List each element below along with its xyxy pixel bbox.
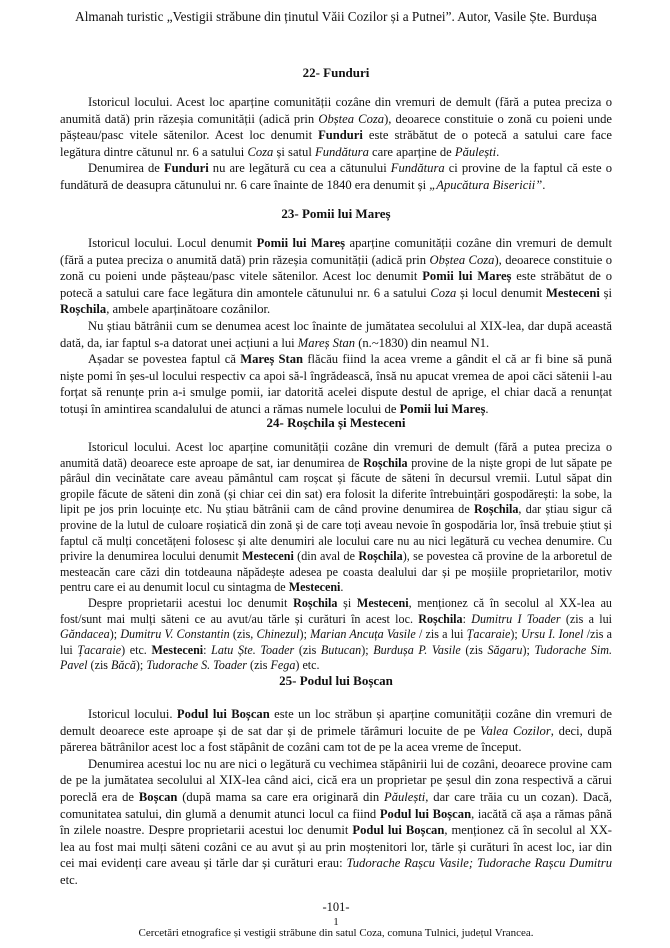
- paragraph: Istoricul locului. Locul denumit Pomii lui Mareș aparține comunității cozâne din vremuri de demult (fără a putea preciza o anumită dată) prin răzeșia comunității (adică prin Obștea Coza), deoarece constituie o zonă cu poieni unde pășteau/pasc vitele sătenilor. Acest loc denumit Pomii lui Mareș este străbătut de o potecă a satului care face legătura din amontele cătunului nr. 6 a satului Coza și locul denumit Mesteceni și Roșchila, ambele aparținătoare cozânilor.: [60, 236, 612, 317]
- paragraph: Denumirea acestui loc nu are nici o legătură cu vechimea stăpânirii lui de cozâni, deoarece provine cam de pe la jumătatea secolului al XIX-lea când aici, cică era un proprietar pe șesul din zona respectivă a cărui poreclă era de Boșcan (după mama sa care era originară din Păulești, dar care trăia cu un cozan). Dacă, comunitatea satului, din glumă a denumit atunci locul ca fiind Podul lui Boșcan, iacătă că așa a rămas până în zilele noastre. Despre proprietarii acestui loc denumit Podul lui Boșcan, menționez că în secolul al XX-lea au fost mai mulți săteni cozâni ce au avut și au prin moștenitori lor, tărle și curături în acest loc, iar din cei mai evidenți care aveau și tărle dar și curături erau: Tudorache Rașcu Vasile; Tudorache Rașcu Dumitru etc.: [60, 756, 613, 887]
- section-title-roschila-si-mesteceni: 24- Roșchila și Mesteceni: [266, 415, 406, 430]
- section-body-pomii-lui-mares: [60, 235, 612, 418]
- section-title-pomii-lui-mares: 23- Pomii lui Mareș: [281, 206, 391, 221]
- document-page: [60, 0, 612, 948]
- paragraph: Denumirea de Funduri nu are legătură cu cea a cătunului Fundătura ci provine de la faptul că este o fundătură de deasupra cătunului nr. 6 care înainte de 1840 era denumit și „Apucătura Bisericii”.: [60, 161, 612, 192]
- paragraph: Nu știau bătrânii cum se denumea acest loc înainte de jumătatea secolului al XIX-lea, dar după această dată, da, iar faptul s-a datorat unei acțiuni a lui Mareș Stan (n.~1830) din neamul N1.: [60, 318, 612, 350]
- paragraph: Despre proprietarii acestui loc denumit Roșchila și Mesteceni, menționez că în secolul al XX-lea au fost/sunt mai mulți săteni ce au avut/au tărle și curături în acest loc. Roșchila: Dumitru I Toader (zis a lui Găndacea); Dumitru V. Constantin (zis, Chinezul); Marian Ancuța Vasile / zis a lui Țacaraie); Ursu I. Ionel /zis a lui Țacaraie) etc. Mesteceni: Latu Ște. Toader (zis Butucan); Burdușa P. Vasile (zis Săgaru); Tudorache Sim. Pavel (zis Băcă); Tudorache S. Toader (zis Fega) etc.: [60, 595, 612, 673]
- running-footer: Cercetări etnografice și vestigii străbune din satul Coza, comuna Tulnici, județul Vrancea.: [138, 927, 534, 939]
- section-body-podul-lui-boscan: [60, 706, 612, 889]
- paragraph: Istoricul locului. Acest loc aparține comunității cozâne din vremuri de demult (fără a putea preciza o anumită dată) deoarece este aproape de sat, iar denumirea de Roșchila provine de la niște gropi de lut săpate pe pârâul din vecinătate care aveau pământul cam roșcat și făcute de săteni în decursul vremii. Lutul săpat din gropile făcute de săteni din zonă (și chiar cei din sat) era folosit la diferite întrebuințări gospodărești: la sobe, la lipit pe jos prin locuințe etc. Nu știau bătrânii cam de când provine denumirea de Roșchila, dar știau sigur că provine de la lutul de culoare roșiatică din zonă și de care toți aveau nevoie în gospodăria lor, însă trebuie știut și faptul că mulți concetățeni folosesc și alte denumiri ale locului care nu au nici legătură cu vechea denumire. Cu privire la denumirea locului denumit Mesteceni (din aval de Roșchila), se povestea că provine de la arboretul de mesteacăn care căzi din totdeauna năpădește adesea pe coasta dealului dar și pe moșiile proprietarilor, motiv pentru care ei au denumit locul cu sintagma de Mesteceni.: [60, 440, 613, 595]
- section-title-podul-lui-boscan: 25- Podul lui Boșcan: [279, 673, 393, 688]
- running-header: Almanah turistic „Vestigii străbune din ținutul Văii Cozilor și a Putnei”. Autor, Vasile Ște. Burdușa: [75, 9, 597, 24]
- paragraph: Istoricul locului. Podul lui Boșcan este un loc străbun și aparține comunității cozâne din vremuri de demult deoarece este aproape și de sat dar și de primele tărâmuri locuite de pe Valea Cozilor, deci, după părerea bătrânilor acest loc a fost stăpânit de cozâni cam tot de pe la acea vreme de început.: [60, 707, 613, 755]
- footer-separator: 1: [333, 916, 339, 928]
- paragraph: Așadar se povestea faptul că Mareș Stan flăcău fiind la acea vreme a gândit el că ar fi bine să pună niște pomi în șes-ul locului respectiv ca apoi să-l îngrădească, însă nu apucat vremea de apoi căci sătenii l-au forțat să renunțe prin a-i smulge pomii, iar datorită acelei dispute destul de aprige, el chiar dacă a renunțat totuși în amintirea scandalului de atunci a rămas numele locului de Pomii lui Mareș.: [60, 352, 612, 416]
- paragraph: Istoricul locului. Acest loc aparține comunității cozâne din vremuri de demult (fără a putea preciza o anumită dată) prin răzeșia comunității (adică prin Obștea Coza), deoarece constituie o zonă cu poieni unde pășteau/pasc vitele sătenilor. Acest loc denumit Funduri este străbătut de o potecă a satului care face legătura dintre cătunul nr. 6 a satului Coza și satul Fundătura care aparține de Păulești.: [60, 95, 613, 159]
- section-title-funduri: 22- Funduri: [302, 65, 370, 80]
- page-number: -101-: [322, 900, 350, 914]
- section-body-funduri: [60, 94, 612, 194]
- section-body-roschila-si-mesteceni: [60, 440, 612, 674]
